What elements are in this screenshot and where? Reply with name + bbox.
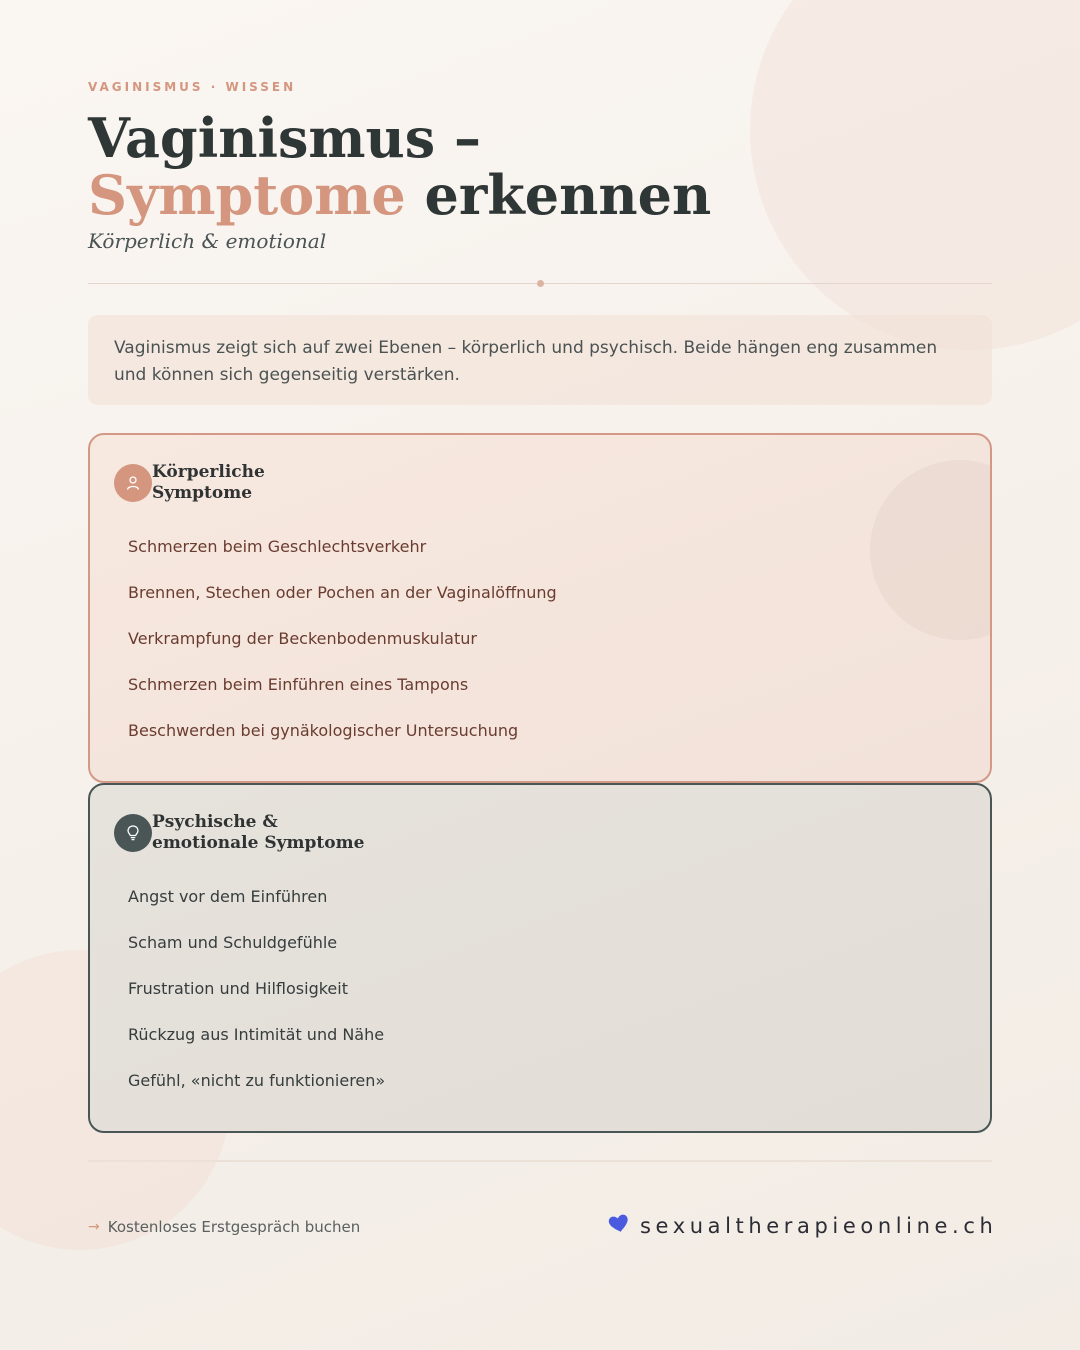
card-title-line-2: Symptome xyxy=(152,483,253,503)
cta-label: Kostenloses Erstgespräch buchen xyxy=(107,1218,361,1236)
card-decorative-circle xyxy=(870,460,992,640)
card-header xyxy=(114,812,364,854)
list-item: Scham und Schuldgefühle xyxy=(128,933,338,952)
card-title xyxy=(152,462,265,504)
list-item: Rückzug aus Intimität und Nähe xyxy=(128,1025,385,1044)
list-item: Schmerzen beim Einführen eines Tampons xyxy=(128,675,469,694)
emotional-symptoms-card xyxy=(88,783,992,1133)
page-subtitle: Körperlich & emotional xyxy=(88,229,327,253)
book-consultation-link[interactable] xyxy=(88,1218,360,1236)
title-rest: erkennen xyxy=(405,163,712,227)
list-item: Verkrampfung der Beckenbodenmuskulatur xyxy=(128,629,477,648)
brand-name: sexualtherapieonline.ch xyxy=(640,1214,998,1238)
heart-icon xyxy=(608,1214,630,1238)
title-accent-word: Symptome xyxy=(88,163,406,227)
card-title xyxy=(152,812,364,854)
symptom-list xyxy=(128,885,385,1115)
decorative-circle-top-right xyxy=(750,0,1080,350)
divider-dot xyxy=(537,280,544,287)
card-title-line-2: emotionale Symptome xyxy=(152,833,365,853)
kicker-label: VAGINISMUS · WISSEN xyxy=(88,80,297,94)
list-item: Brennen, Stechen oder Pochen an der Vaginalöffnung xyxy=(128,583,557,602)
title-line-1: Vaginismus – xyxy=(88,106,481,170)
brand-logo[interactable] xyxy=(608,1214,997,1238)
list-item: Gefühl, «nicht zu funktionieren» xyxy=(128,1071,386,1090)
arrow-right-icon: → xyxy=(88,1219,100,1235)
list-item: Angst vor dem Einführen xyxy=(128,887,328,906)
physical-symptoms-card xyxy=(88,433,992,783)
list-item: Schmerzen beim Geschlechtsverkehr xyxy=(128,537,427,556)
footer-divider xyxy=(88,1160,992,1162)
card-title-line-1: Psychische & xyxy=(152,812,278,832)
page-title xyxy=(88,106,712,227)
list-item: Frustration und Hilflosigkeit xyxy=(128,979,348,998)
card-header xyxy=(114,462,265,504)
person-icon xyxy=(114,464,152,502)
symptom-list xyxy=(128,535,557,765)
card-title-line-1: Körperliche xyxy=(152,462,265,482)
lightbulb-icon xyxy=(114,814,152,852)
intro-box: Vaginismus zeigt sich auf zwei Ebenen – körperlich und psychisch. Beide hängen eng zusammen und können sich gegenseitig verstärken. xyxy=(88,315,992,405)
list-item: Beschwerden bei gynäkologischer Untersuchung xyxy=(128,721,519,740)
